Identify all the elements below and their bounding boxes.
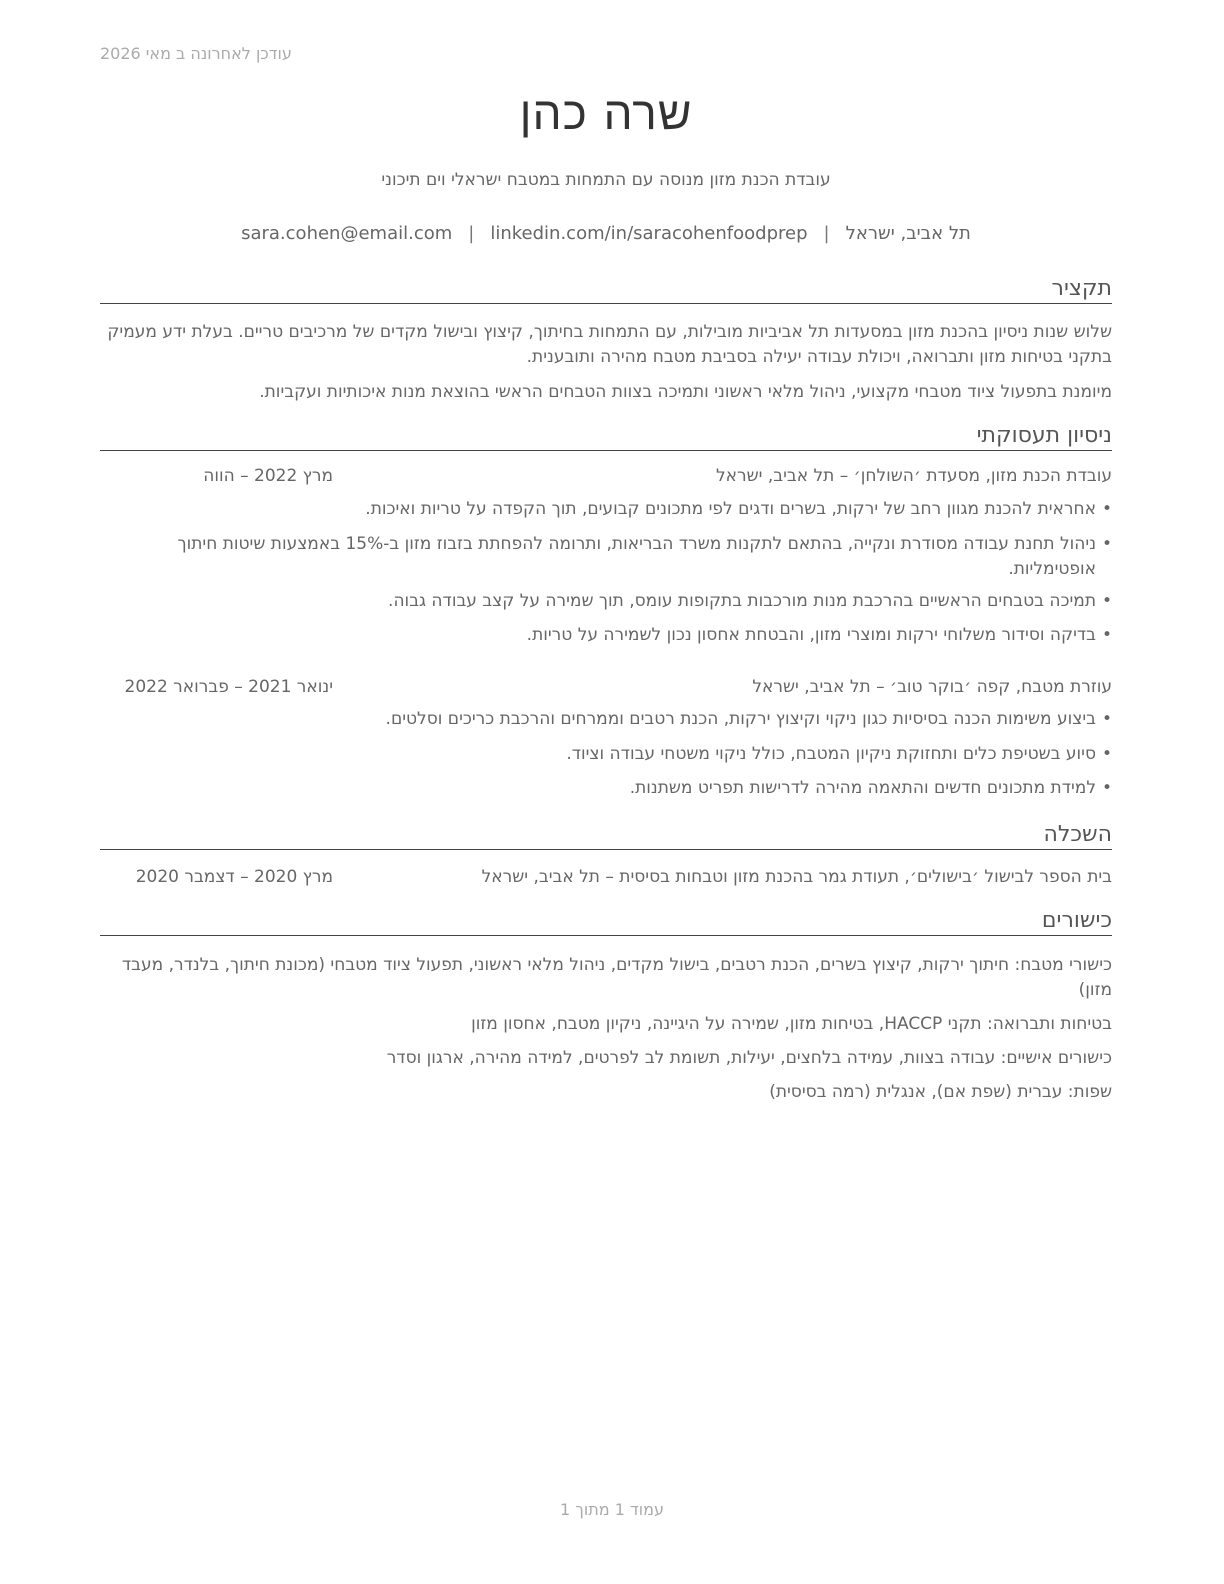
summary-paragraph: שלוש שנות ניסיון בהכנת מזון במסעדות תל אביביות מובילות, עם התמחות בחיתוך, קיצוץ ובישול מקדים של מרכיבים טריים. בעלת ידע מעמיק בתקני בטיחות מזון ותברואה, ויכולת עבודה יעילה בסביבת מטבח מהירה ותובענית. bbox=[107, 322, 1112, 367]
contact-separator: | bbox=[468, 223, 475, 244]
job-dates: ינואר 2021 – פברואר 2022 bbox=[124, 677, 333, 697]
job-bullet: • למידת מתכונים חדשים והתאמה מהירה לדרישות תפריט משתנות. bbox=[629, 778, 1112, 798]
linkedin-link[interactable]: linkedin.com/in/saracohenfoodprep bbox=[490, 223, 808, 244]
contact-separator: | bbox=[823, 223, 830, 244]
skills-line: כישורי מטבח: חיתוך ירקות, קיצוץ בשרים, הכנת רטבים, בישול מקדים, ניהול מלאי ראשוני, תפעול ציוד מטבחי (מכונת חיתוך, בלנדר, מעבד מזון) bbox=[121, 955, 1112, 1000]
email-link[interactable]: sara.cohen@email.com bbox=[241, 223, 453, 244]
education-dates: מרץ 2020 – דצמבר 2020 bbox=[135, 867, 333, 887]
location-text: תל אביב, ישראל bbox=[845, 223, 971, 244]
skills-line: בטיחות ותברואה: תקני HACCP, בטיחות מזון, שמירה על היגיינה, ניקיון מטבח, אחסון מזון bbox=[471, 1014, 1112, 1034]
experience-heading: ניסיון תעסוקתי bbox=[100, 423, 1112, 451]
page-number: עמוד 1 מתוך 1 bbox=[560, 1500, 664, 1519]
candidate-name: שרה כהן bbox=[519, 86, 693, 140]
job-header bbox=[100, 677, 1112, 701]
last-updated-text: עודכן לאחרונה ב מאי 2026 bbox=[100, 44, 292, 63]
job-header bbox=[100, 466, 1112, 490]
job-bullet: • סיוע בשטיפת כלים ותחזוקת ניקיון המטבח, כולל ניקוי משטחי עבודה וציוד. bbox=[566, 744, 1112, 764]
job-bullet: • בדיקה וסידור משלוחי ירקות ומוצרי מזון, והבטחת אחסון נכון לשמירה על טריות. bbox=[526, 625, 1112, 645]
summary-heading: תקציר bbox=[100, 276, 1112, 304]
job-bullet: • תמיכה בטבחים הראשיים בהרכבת מנות מורכבות בתקופות עומס, תוך שמירה על קצב עבודה גבוה. bbox=[388, 591, 1112, 611]
job-title: עובדת הכנת מזון, מסעדת ׳השולחן׳ – תל אביב, ישראל bbox=[716, 466, 1112, 486]
skills-line: שפות: עברית (שפת אם), אנגלית (רמה בסיסית) bbox=[769, 1082, 1112, 1102]
skills-line: כישורים אישיים: עבודה בצוות, עמידה בלחצים, יעילות, תשומת לב לפרטים, למידה מהירה, ארגון וסדר bbox=[386, 1048, 1112, 1068]
summary-paragraph: מיומנת בתפעול ציוד מטבחי מקצועי, ניהול מלאי ראשוני ותמיכה בצוות הטבחים הראשי בהוצאת מנות איכותיות ועקביות. bbox=[259, 382, 1112, 402]
job-bullet: • אחראית להכנת מגוון רחב של ירקות, בשרים ודגים לפי מתכונים קבועים, תוך הקפדה על טריות ואיכות. bbox=[365, 499, 1112, 519]
education-school: בית הספר לבישול ׳בישולים׳, תעודת גמר בהכנת מזון וטבחות בסיסית – תל אביב, ישראל bbox=[481, 867, 1112, 887]
contact-line bbox=[100, 223, 1112, 244]
education-heading: השכלה bbox=[100, 822, 1112, 850]
job-title: עוזרת מטבח, קפה ׳בוקר טוב׳ – תל אביב, ישראל bbox=[752, 677, 1112, 697]
job-bullet: • ביצוע משימות הכנה בסיסיות כגון ניקוי וקיצוץ ירקות, הכנת רטבים וממרחים והרכבת כריכים וסלטים. bbox=[385, 709, 1112, 729]
skills-heading: כישורים bbox=[100, 908, 1112, 936]
job-bullet: • ניהול תחנת עבודה מסודרת ונקייה, בהתאם לתקנות משרד הבריאות, ותרומה להפחתת בזבוז מזון ב-15% באמצעות שיטות חיתוך אופטימליות. bbox=[177, 534, 1112, 579]
candidate-headline: עובדת הכנת מזון מנוסה עם התמחות במטבח ישראלי וים תיכוני bbox=[381, 170, 831, 190]
job-dates: מרץ 2022 – הווה bbox=[203, 466, 333, 486]
education-entry bbox=[100, 867, 1112, 891]
